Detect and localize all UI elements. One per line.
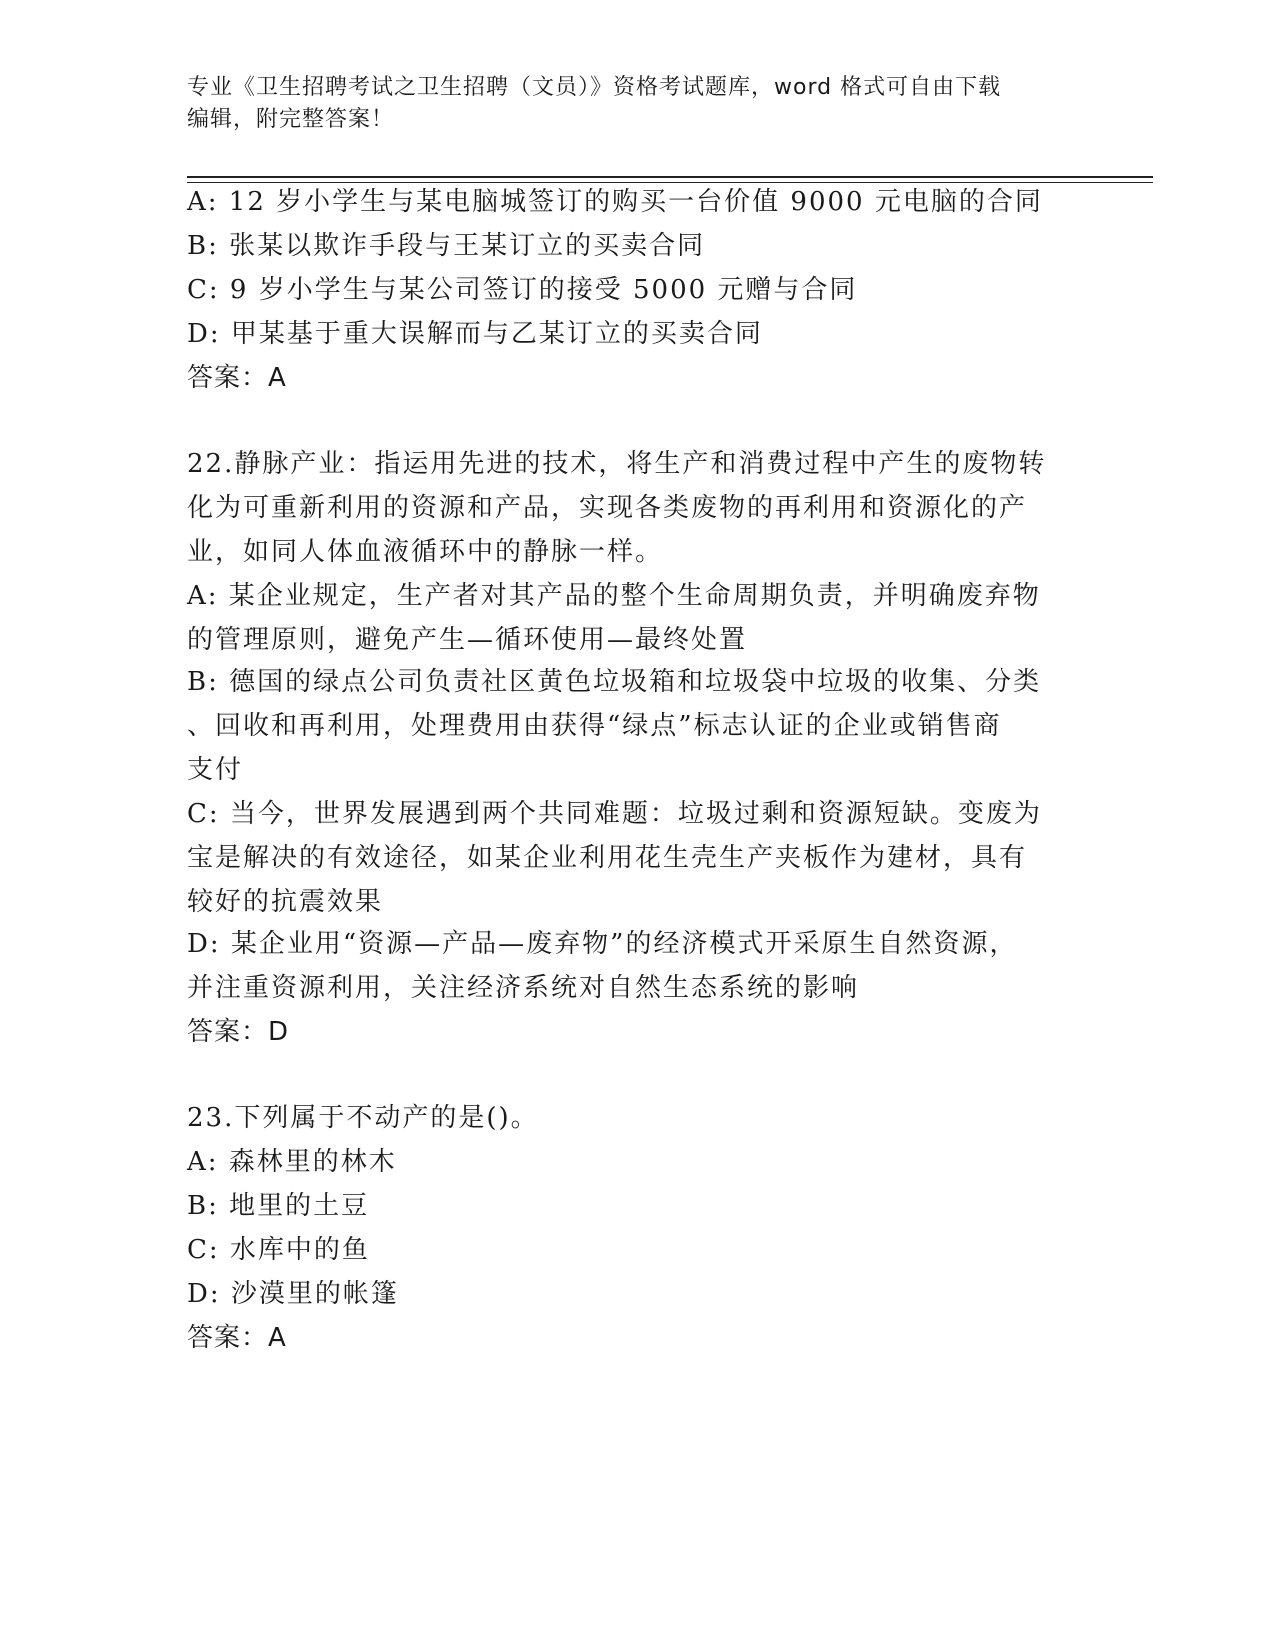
q22-stem-line-1: 22.静脉产业：指运用先进的技术，将生产和消费过程中产生的废物转: [187, 449, 1047, 479]
q22-option-c-line-1: C: 当今，世界发展遇到两个共同难题：垃圾过剩和资源短缺。变废为: [187, 799, 1042, 829]
q22-answer: 答案：D: [187, 1017, 290, 1047]
document-header: [187, 72, 1067, 136]
header-line-1: 专业《卫生招聘考试之卫生招聘（文员）》资格考试题库，word 格式可自由下载: [187, 75, 1002, 100]
q22-option-c-line-2: 宝是解决的有效途径，如某企业利用花生壳生产夹板作为建材，具有: [187, 843, 1028, 873]
q23-option-b: B: 地里的土豆: [187, 1191, 370, 1221]
q22-option-b-line-1: B: 德国的绿点公司负责社区黄色垃圾箱和垃圾袋中垃圾的收集、分类: [187, 667, 1042, 697]
q22-option-a-line-2: 的管理原则，避免产生—循环使用—最终处置: [187, 625, 748, 655]
q21-option-a: A: 12 岁小学生与某电脑城签订的购买一台价值 9000 元电脑的合同: [187, 187, 1043, 217]
q22-option-a-line-1: A: 某企业规定，生产者对其产品的整个生命周期负责，并明确废弃物: [187, 581, 1041, 611]
q22-option-d-line-1: D: 某企业用“资源—产品—废弃物”的经济模式开采原生自然资源，: [187, 929, 1018, 959]
q21-option-d: D: 甲某基于重大误解而与乙某订立的买卖合同: [187, 319, 763, 349]
q22-stem-line-2: 化为可重新利用的资源和产品，实现各类废物的再利用和资源化的产: [187, 493, 1028, 523]
q22-stem-line-3: 业，如同人体血液循环中的静脉一样。: [187, 537, 664, 567]
q23-option-a: A: 森林里的林木: [187, 1147, 397, 1177]
q22-option-b-line-3: 支付: [187, 755, 244, 785]
q21-answer: 答案：A: [187, 363, 287, 393]
q22-option-c-line-3: 较好的抗震效果: [187, 887, 384, 917]
q21-option-c: C: 9 岁小学生与某公司签订的接受 5000 元赠与合同: [187, 275, 858, 305]
q23-option-c: C: 水库中的鱼: [187, 1235, 370, 1265]
q23-option-d: D: 沙漠里的帐篷: [187, 1279, 399, 1309]
q22-option-b-line-2: 、回收和再利用，处理费用由获得“绿点”标志认证的企业或销售商: [187, 711, 1002, 741]
header-line-2: 编辑，附完整答案！: [187, 107, 395, 132]
header-divider-thin: [187, 182, 1153, 183]
q22-option-d-line-2: 并注重资源利用，关注经济系统对自然生态系统的影响: [187, 973, 860, 1003]
header-divider-thick: [187, 176, 1153, 178]
q23-answer: 答案：A: [187, 1323, 287, 1353]
q23-stem: 23.下列属于不动产的是()。: [187, 1103, 539, 1133]
q21-option-b: B: 张某以欺诈手段与王某订立的买卖合同: [187, 231, 706, 261]
